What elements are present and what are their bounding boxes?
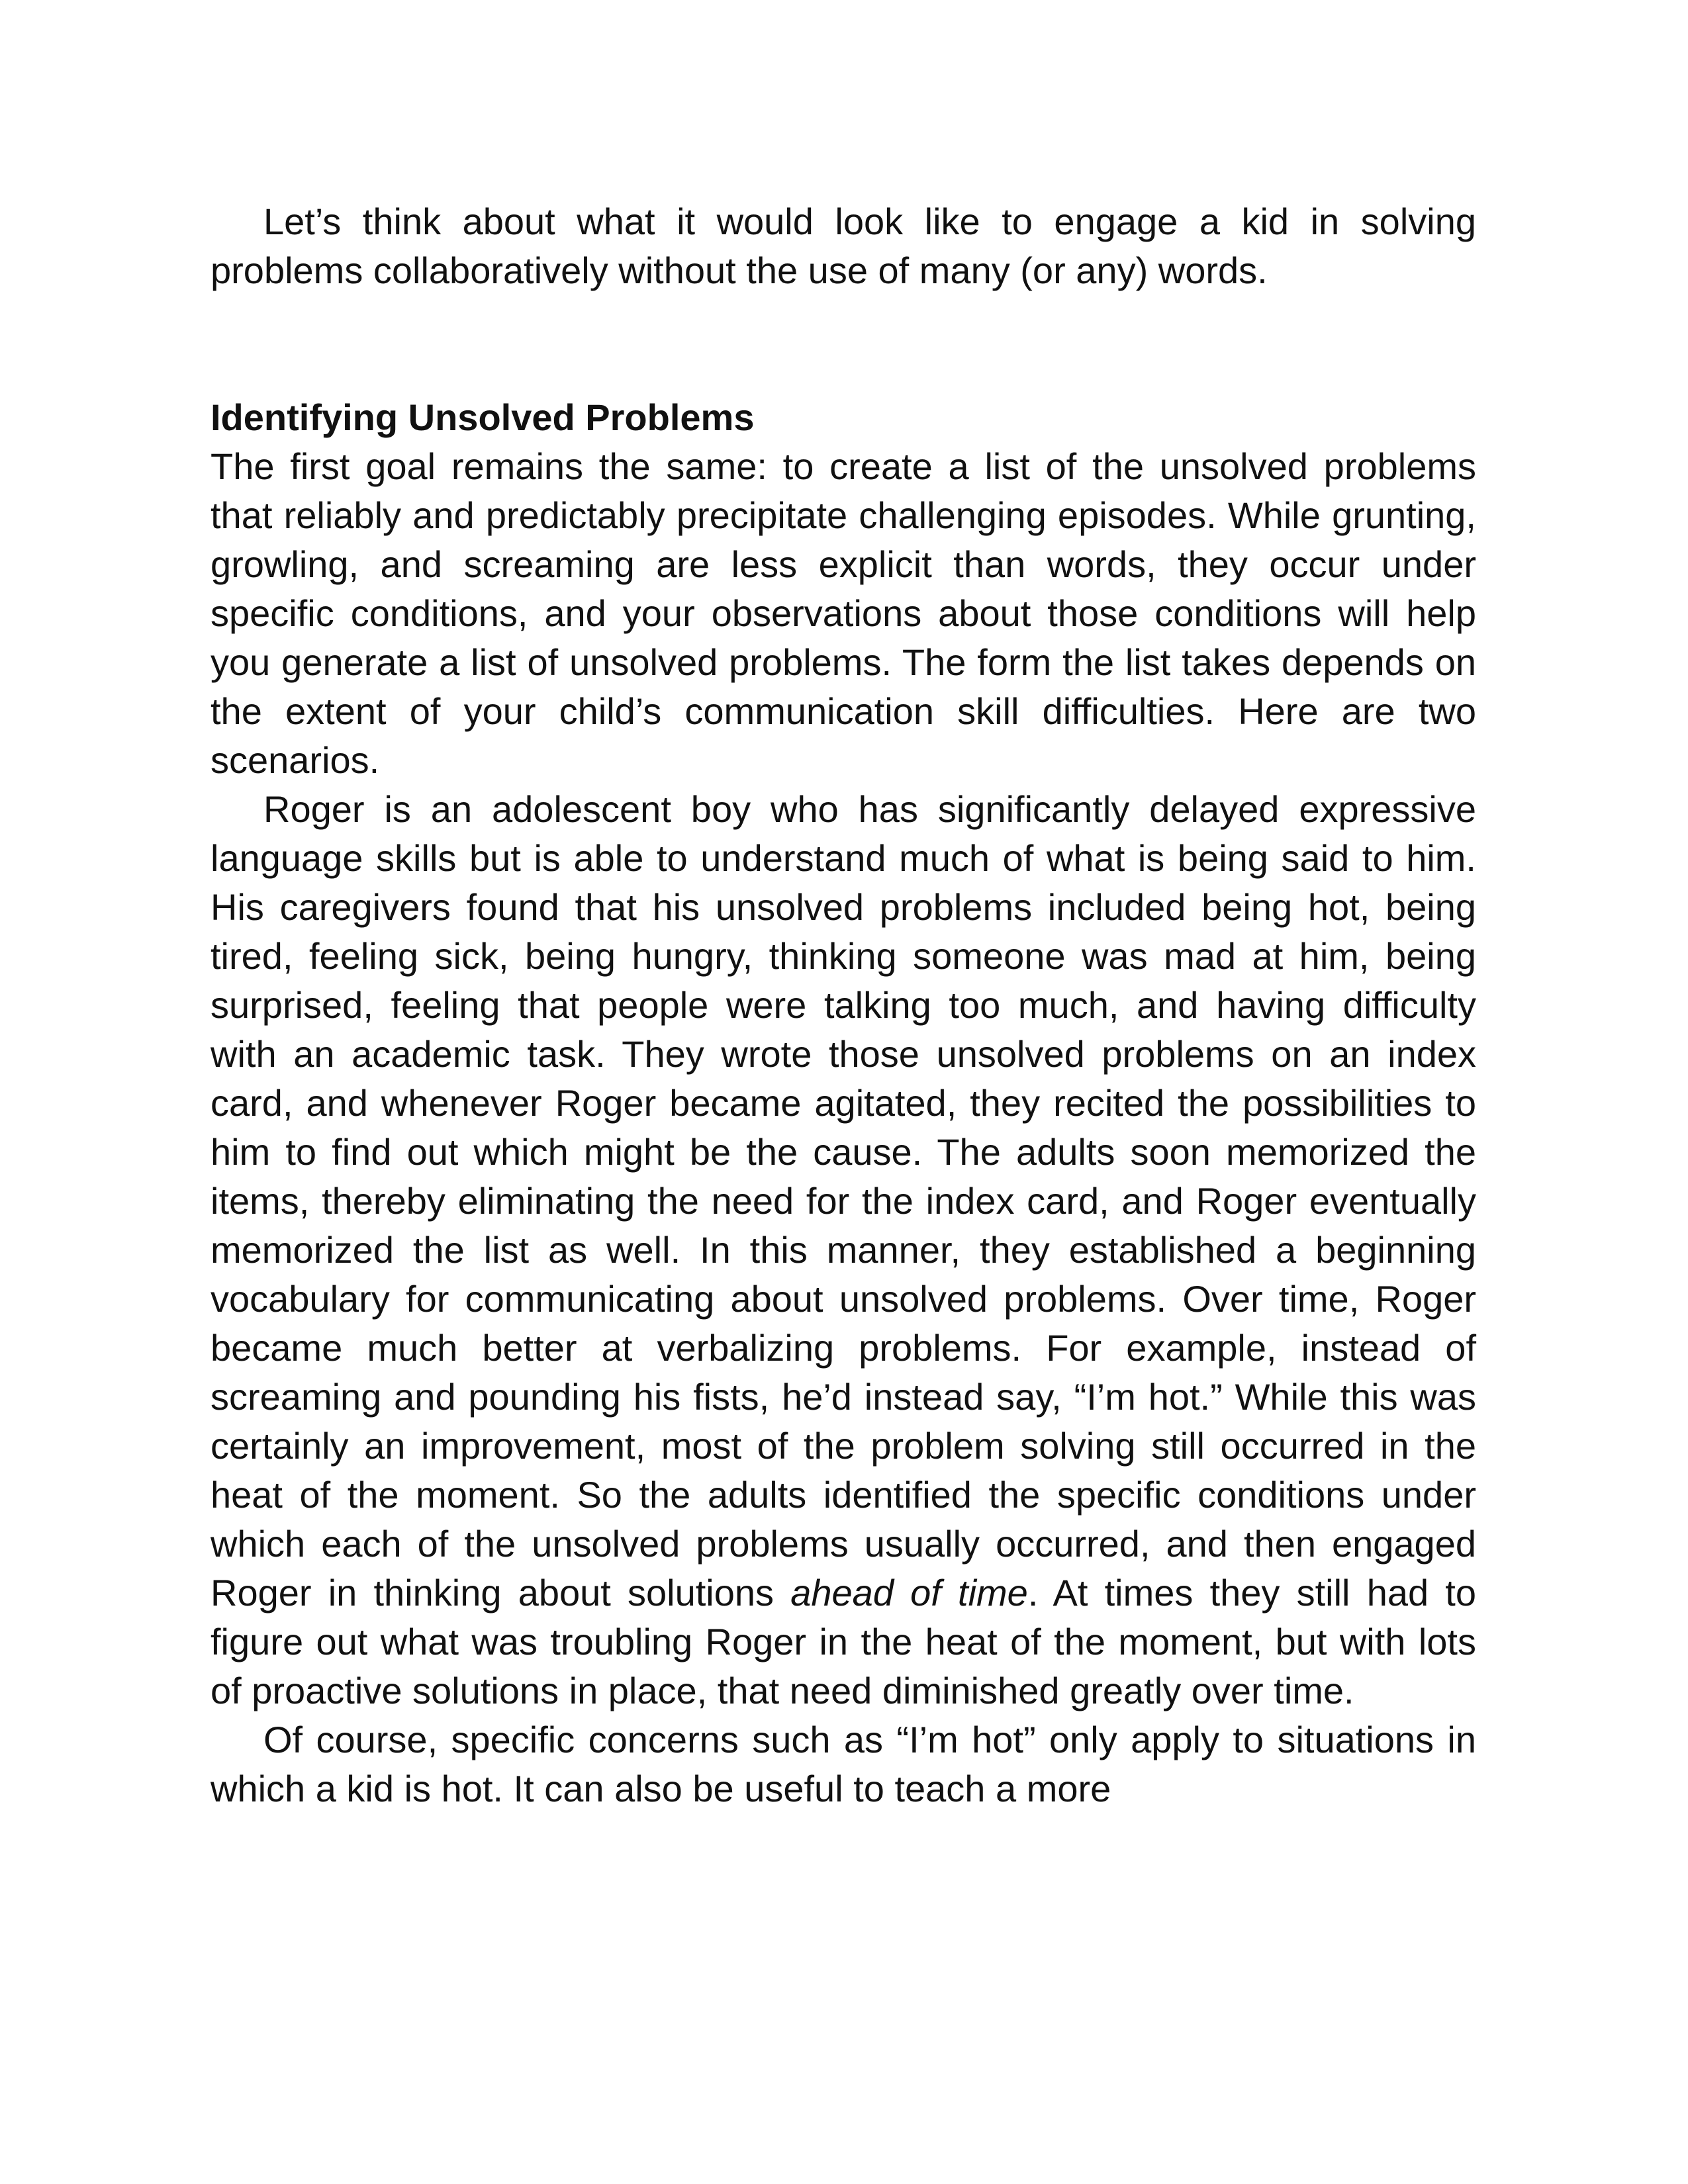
paragraph-roger-emphasis: ahead of time (790, 1572, 1028, 1614)
paragraph-first-goal: The first goal remains the same: to create a list of the unsolved problems that reliably and predictably precipitate challenging episodes. While grunting, growling, and screaming are less explicit than words, they occur under specific conditions, and your observations about those conditions will help you generate a list of unsolved problems. The form the list takes depends on the extent of your child’s communication skill difficulties. Here are two scenarios. (211, 445, 1476, 781)
intro-paragraph: Let’s think about what it would look like to engage a kid in solving problems collaboratively without the use of many (or any) words. (211, 201, 1476, 291)
document-page (211, 197, 1476, 1813)
paragraph-roger (211, 785, 1476, 1715)
paragraph-of-course: Of course, specific concerns such as “I’m hot” only apply to situations in which a kid is hot. It can also be useful to teach a more (211, 1719, 1476, 1809)
paragraph-roger-text-a: Roger is an adolescent boy who has significantly delayed expressive language skills but is able to understand much of what is being said to him. His caregivers found that his unsolved problems included being hot, being tired, feeling sick, being hungry, thinking someone was mad at him, being surprised, feeling that people were talking too much, and having difficulty with an academic task. They wrote those unsolved problems on an index card, and whenever Roger became agitated, they recited the possibilities to him to find out which might be the cause. The adults soon memorized the items, thereby eliminating the need for the index card, and Roger eventually memorized the list as well. In this manner, they established a beginning vocabulary for communicating about unsolved problems. Over time, Roger became much better at verbalizing problems. For example, instead of screaming and pounding his fists, he’d instead say, “I’m hot.” While this was certainly an improvement, most of the problem solving still occurred in the heat of the moment. So the adults identified the specific conditions under which each of the unsolved problems usually occurred, and then engaged Roger in thinking about solutions (211, 788, 1476, 1614)
paragraph-roger-text-b: . At times they still had to figure out what was troubling Roger in the heat of the moment, but with lots of proactive solutions in place, that need diminished greatly over time. (211, 1572, 1477, 1711)
section-heading: Identifying Unsolved Problems (211, 396, 755, 438)
